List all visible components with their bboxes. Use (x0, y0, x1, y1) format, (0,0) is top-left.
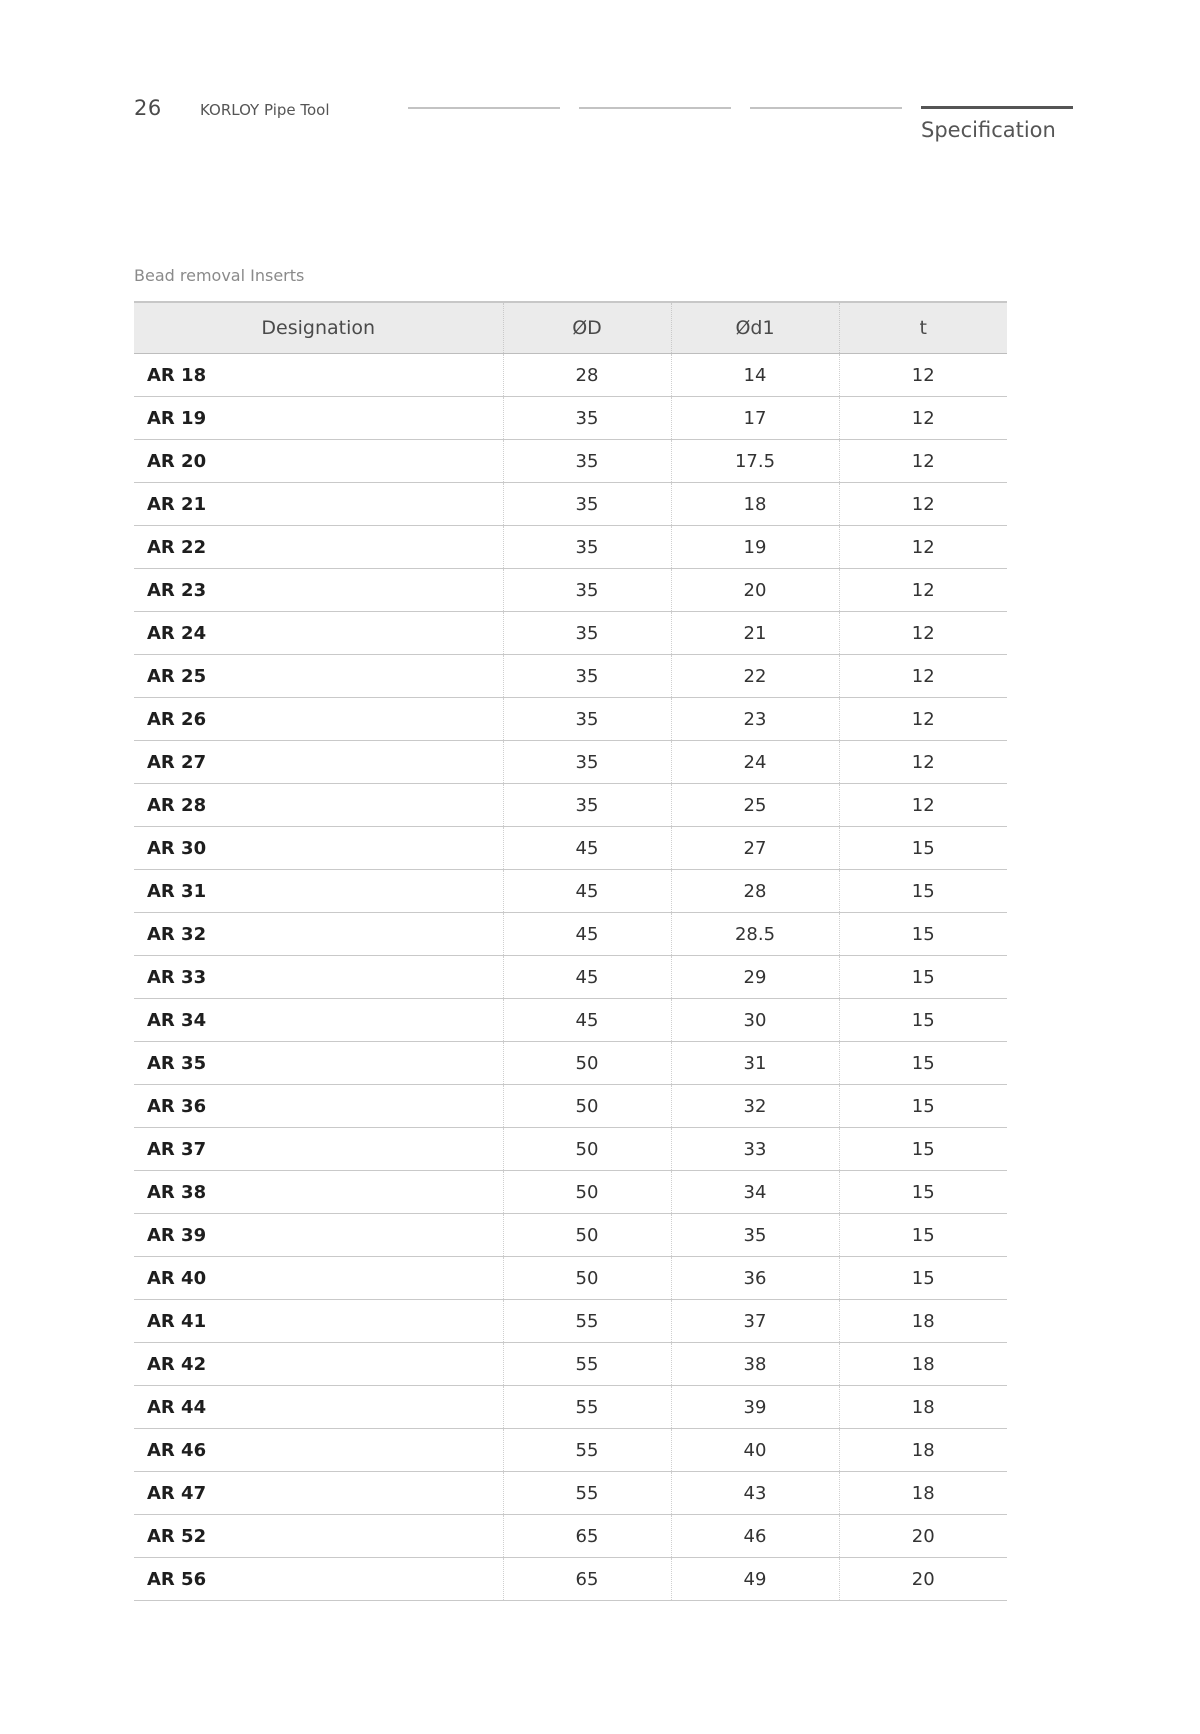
outer-diameter-cell: 35 (503, 440, 671, 483)
designation-cell: AR 23 (134, 569, 503, 612)
outer-diameter-cell: 35 (503, 569, 671, 612)
thickness-cell: 15 (839, 1257, 1007, 1300)
thickness-cell: 18 (839, 1472, 1007, 1515)
designation-cell: AR 30 (134, 827, 503, 870)
thickness-cell: 20 (839, 1515, 1007, 1558)
designation-cell: AR 37 (134, 1128, 503, 1171)
outer-diameter-cell: 50 (503, 1085, 671, 1128)
brand-title: KORLOY Pipe Tool (200, 101, 330, 119)
table-row (134, 1042, 1007, 1085)
thickness-cell: 15 (839, 1042, 1007, 1085)
thickness-cell: 15 (839, 870, 1007, 913)
inner-diameter-cell: 18 (671, 483, 839, 526)
outer-diameter-cell: 35 (503, 397, 671, 440)
thickness-cell: 15 (839, 1085, 1007, 1128)
page-number: 26 (134, 96, 162, 120)
outer-diameter-cell: 55 (503, 1300, 671, 1343)
inner-diameter-cell: 29 (671, 956, 839, 999)
designation-cell: AR 42 (134, 1343, 503, 1386)
table-row (134, 483, 1007, 526)
inner-diameter-cell: 22 (671, 655, 839, 698)
column-header-designation: Designation (134, 302, 503, 354)
table-row (134, 612, 1007, 655)
designation-cell: AR 46 (134, 1429, 503, 1472)
inner-diameter-cell: 40 (671, 1429, 839, 1472)
thickness-cell: 15 (839, 1171, 1007, 1214)
thickness-cell: 12 (839, 483, 1007, 526)
section-indicator-3 (750, 107, 902, 109)
table-row (134, 1085, 1007, 1128)
inner-diameter-cell: 38 (671, 1343, 839, 1386)
table-row (134, 784, 1007, 827)
designation-cell: AR 25 (134, 655, 503, 698)
table-row (134, 655, 1007, 698)
header-row (134, 302, 1007, 354)
designation-cell: AR 41 (134, 1300, 503, 1343)
designation-cell: AR 56 (134, 1558, 503, 1601)
outer-diameter-cell: 45 (503, 999, 671, 1042)
designation-cell: AR 32 (134, 913, 503, 956)
thickness-cell: 12 (839, 354, 1007, 397)
column-header-inner-diameter: Ød1 (671, 302, 839, 354)
spec-table (134, 301, 1007, 1601)
thickness-cell: 15 (839, 827, 1007, 870)
designation-cell: AR 19 (134, 397, 503, 440)
outer-diameter-cell: 55 (503, 1343, 671, 1386)
designation-cell: AR 52 (134, 1515, 503, 1558)
thickness-cell: 18 (839, 1386, 1007, 1429)
designation-cell: AR 28 (134, 784, 503, 827)
outer-diameter-cell: 35 (503, 741, 671, 784)
table-row (134, 440, 1007, 483)
table-row (134, 1214, 1007, 1257)
outer-diameter-cell: 28 (503, 354, 671, 397)
designation-cell: AR 38 (134, 1171, 503, 1214)
designation-cell: AR 36 (134, 1085, 503, 1128)
thickness-cell: 18 (839, 1300, 1007, 1343)
thickness-cell: 18 (839, 1343, 1007, 1386)
thickness-cell: 12 (839, 440, 1007, 483)
section-indicator-1 (408, 107, 560, 109)
inner-diameter-cell: 32 (671, 1085, 839, 1128)
inner-diameter-cell: 49 (671, 1558, 839, 1601)
outer-diameter-cell: 65 (503, 1515, 671, 1558)
designation-cell: AR 31 (134, 870, 503, 913)
section-indicator-2 (579, 107, 731, 109)
table-row (134, 1171, 1007, 1214)
outer-diameter-cell: 50 (503, 1257, 671, 1300)
inner-diameter-cell: 30 (671, 999, 839, 1042)
inner-diameter-cell: 27 (671, 827, 839, 870)
designation-cell: AR 39 (134, 1214, 503, 1257)
table-row (134, 1300, 1007, 1343)
designation-cell: AR 27 (134, 741, 503, 784)
inner-diameter-cell: 21 (671, 612, 839, 655)
designation-cell: AR 47 (134, 1472, 503, 1515)
inner-diameter-cell: 17.5 (671, 440, 839, 483)
table-row (134, 1472, 1007, 1515)
thickness-cell: 18 (839, 1429, 1007, 1472)
table-row (134, 526, 1007, 569)
outer-diameter-cell: 50 (503, 1171, 671, 1214)
thickness-cell: 20 (839, 1558, 1007, 1601)
thickness-cell: 15 (839, 913, 1007, 956)
inner-diameter-cell: 31 (671, 1042, 839, 1085)
column-header-outer-diameter: ØD (503, 302, 671, 354)
table-header (134, 302, 1007, 354)
table-row (134, 1343, 1007, 1386)
table-row (134, 999, 1007, 1042)
table-row (134, 354, 1007, 397)
table-row (134, 827, 1007, 870)
inner-diameter-cell: 28 (671, 870, 839, 913)
table-row (134, 569, 1007, 612)
table-row (134, 956, 1007, 999)
table-row (134, 1515, 1007, 1558)
inner-diameter-cell: 14 (671, 354, 839, 397)
designation-cell: AR 20 (134, 440, 503, 483)
table-body (134, 354, 1007, 1601)
inner-diameter-cell: 33 (671, 1128, 839, 1171)
thickness-cell: 15 (839, 1214, 1007, 1257)
designation-cell: AR 24 (134, 612, 503, 655)
inner-diameter-cell: 20 (671, 569, 839, 612)
table-row (134, 698, 1007, 741)
inner-diameter-cell: 23 (671, 698, 839, 741)
designation-cell: AR 44 (134, 1386, 503, 1429)
outer-diameter-cell: 35 (503, 612, 671, 655)
thickness-cell: 12 (839, 784, 1007, 827)
outer-diameter-cell: 35 (503, 526, 671, 569)
inner-diameter-cell: 34 (671, 1171, 839, 1214)
outer-diameter-cell: 50 (503, 1128, 671, 1171)
outer-diameter-cell: 35 (503, 784, 671, 827)
thickness-cell: 12 (839, 612, 1007, 655)
outer-diameter-cell: 55 (503, 1386, 671, 1429)
thickness-cell: 12 (839, 698, 1007, 741)
outer-diameter-cell: 35 (503, 698, 671, 741)
thickness-cell: 15 (839, 1128, 1007, 1171)
outer-diameter-cell: 45 (503, 827, 671, 870)
inner-diameter-cell: 17 (671, 397, 839, 440)
table-row (134, 1386, 1007, 1429)
table-row (134, 1257, 1007, 1300)
inner-diameter-cell: 24 (671, 741, 839, 784)
inner-diameter-cell: 39 (671, 1386, 839, 1429)
inner-diameter-cell: 25 (671, 784, 839, 827)
thickness-cell: 15 (839, 956, 1007, 999)
table-row (134, 741, 1007, 784)
table-row (134, 1128, 1007, 1171)
thickness-cell: 12 (839, 741, 1007, 784)
table-row (134, 397, 1007, 440)
outer-diameter-cell: 35 (503, 655, 671, 698)
outer-diameter-cell: 65 (503, 1558, 671, 1601)
inner-diameter-cell: 37 (671, 1300, 839, 1343)
thickness-cell: 12 (839, 655, 1007, 698)
inner-diameter-cell: 46 (671, 1515, 839, 1558)
section-label: Specification (921, 118, 1056, 142)
thickness-cell: 12 (839, 526, 1007, 569)
thickness-cell: 12 (839, 397, 1007, 440)
designation-cell: AR 35 (134, 1042, 503, 1085)
designation-cell: AR 33 (134, 956, 503, 999)
table-row (134, 913, 1007, 956)
inner-diameter-cell: 43 (671, 1472, 839, 1515)
inner-diameter-cell: 35 (671, 1214, 839, 1257)
column-header-thickness: t (839, 302, 1007, 354)
outer-diameter-cell: 50 (503, 1042, 671, 1085)
outer-diameter-cell: 50 (503, 1214, 671, 1257)
table-row (134, 1558, 1007, 1601)
table-row (134, 870, 1007, 913)
designation-cell: AR 26 (134, 698, 503, 741)
thickness-cell: 15 (839, 999, 1007, 1042)
inner-diameter-cell: 36 (671, 1257, 839, 1300)
outer-diameter-cell: 45 (503, 870, 671, 913)
outer-diameter-cell: 55 (503, 1429, 671, 1472)
outer-diameter-cell: 35 (503, 483, 671, 526)
designation-cell: AR 21 (134, 483, 503, 526)
outer-diameter-cell: 45 (503, 913, 671, 956)
table-caption: Bead removal Inserts (134, 266, 305, 285)
outer-diameter-cell: 45 (503, 956, 671, 999)
section-indicator-active (921, 106, 1073, 109)
outer-diameter-cell: 55 (503, 1472, 671, 1515)
designation-cell: AR 40 (134, 1257, 503, 1300)
thickness-cell: 12 (839, 569, 1007, 612)
designation-cell: AR 22 (134, 526, 503, 569)
inner-diameter-cell: 19 (671, 526, 839, 569)
designation-cell: AR 18 (134, 354, 503, 397)
table-row (134, 1429, 1007, 1472)
inner-diameter-cell: 28.5 (671, 913, 839, 956)
designation-cell: AR 34 (134, 999, 503, 1042)
